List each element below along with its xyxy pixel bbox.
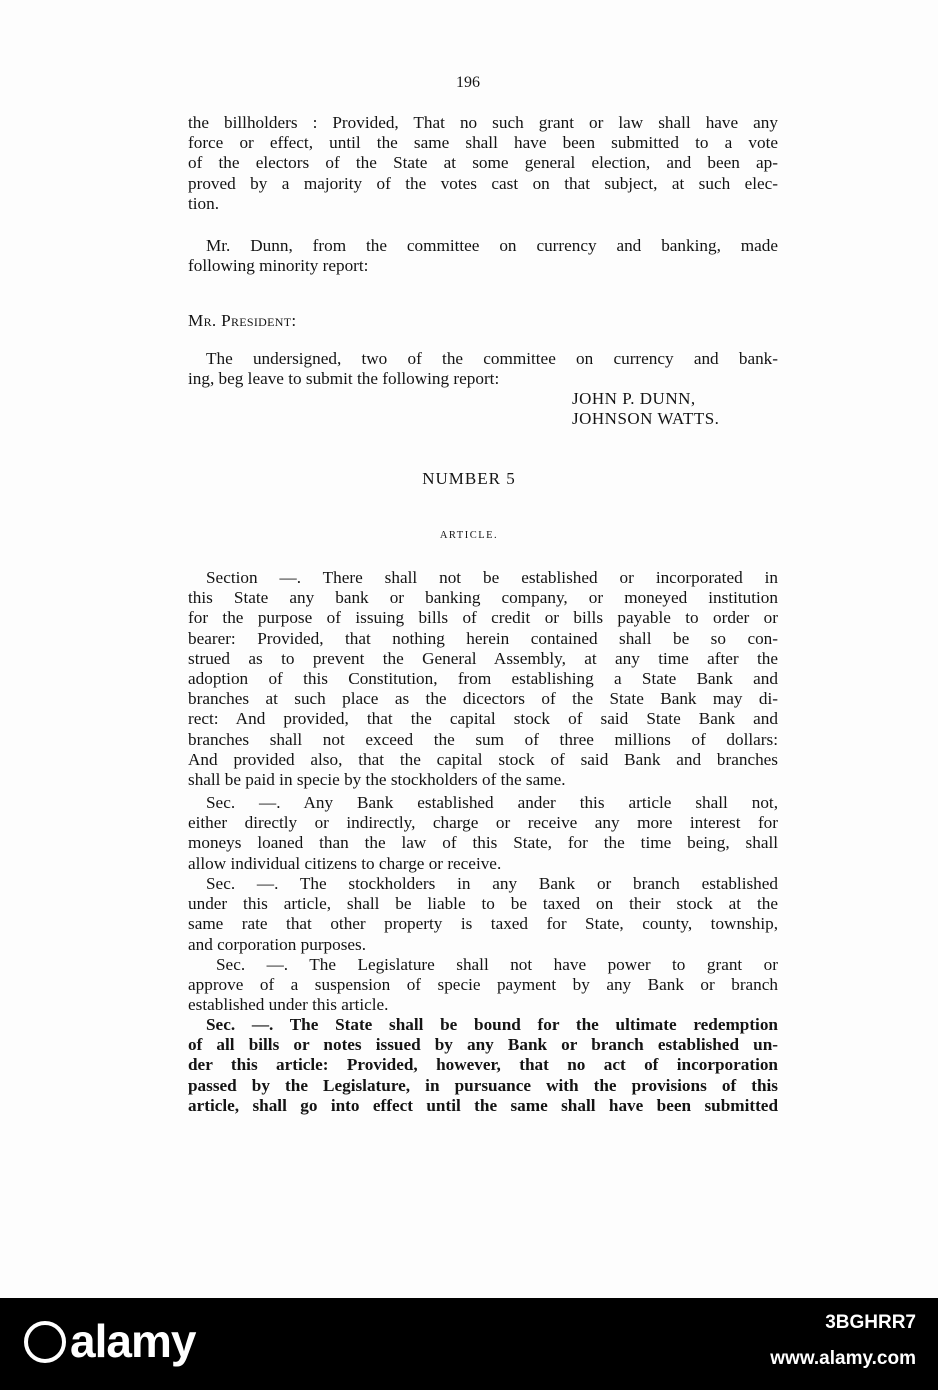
alamy-logo xyxy=(24,1314,195,1368)
text-line: Sec. —. The stockholders in any Bank or branch established xyxy=(206,874,778,893)
text-line: branches shall not exceed the sum of three millions of dollars: xyxy=(188,729,778,749)
text-line: Sec. —. Any Bank established ander this article shall not, xyxy=(206,793,778,812)
text-line: of all bills or notes issued by any Bank or branch established un- xyxy=(188,1035,778,1055)
text-line: branches at such place as the dicectors of the State Bank may di- xyxy=(188,689,778,709)
signatory-dunn: JOHN P. DUNN, xyxy=(572,389,696,408)
text-line: And provided also, that the capital stock of said Bank and branches xyxy=(188,749,778,769)
text-line: for the purpose of issuing bills of credit or bills payable to order or xyxy=(188,608,778,628)
salutation-text: Mr. President: xyxy=(188,311,297,330)
number-heading: NUMBER 5 xyxy=(422,469,516,488)
text-line: rect: And provided, that the capital stock of said State Bank and xyxy=(188,709,778,729)
text-line: ing, beg leave to submit the following report: xyxy=(188,369,500,389)
section-3 xyxy=(188,874,778,955)
text-line: either directly or indirectly, charge or receive any more interest for xyxy=(188,813,778,833)
text-line: approve of a suspension of specie payment by any Bank or branch xyxy=(188,975,778,995)
intro-paragraph xyxy=(188,113,778,214)
text-line: under this article, shall be liable to be taxed on their stock at the xyxy=(188,894,778,914)
text-line: shall be paid in specie by the stockholders of the same. xyxy=(188,769,566,789)
article-heading: ARTICLE. xyxy=(439,530,499,541)
text-line: strued as to prevent the General Assembly, at any time after the xyxy=(188,648,778,668)
site-url: www.alamy.com xyxy=(770,1348,916,1369)
section-5 xyxy=(188,1015,778,1116)
text-line: and corporation purposes. xyxy=(188,934,367,954)
section-4 xyxy=(188,955,778,1016)
text-line: moneys loaned than the law of this State, for the time being, shall xyxy=(188,833,778,853)
text-line: tion. xyxy=(188,193,220,213)
text-line: der this article: Provided, however, that no act of incorporation xyxy=(188,1055,778,1075)
section-2 xyxy=(188,793,778,874)
text-line: the billholders : Provided, That no such grant or law shall have any xyxy=(188,113,778,132)
section-1 xyxy=(188,568,778,790)
text-line: Sec. —. The State shall be bound for the ultimate redemption xyxy=(206,1015,778,1034)
dunn-paragraph xyxy=(188,236,778,276)
text-line: allow individual citizens to charge or receive. xyxy=(188,853,502,873)
text-line: following minority report: xyxy=(188,256,369,276)
image-id: 3BGHRR7 xyxy=(825,1312,916,1333)
text-line: same rate that other property is taxed for State, county, township, xyxy=(188,914,778,934)
text-line: established under this article. xyxy=(188,995,389,1015)
text-line: bearer: Provided, that nothing herein contained shall be so con- xyxy=(188,628,778,648)
text-line: Mr. Dunn, from the committee on currency and banking, made xyxy=(206,236,778,255)
text-line: Section —. There shall not be established or incorporated in xyxy=(206,568,778,587)
logo-text: alamy xyxy=(70,1315,196,1367)
text-line: Sec. —. The Legislature shall not have power to grant or xyxy=(216,955,778,974)
salutation xyxy=(188,311,778,331)
text-line: this State any bank or banking company, or moneyed institution xyxy=(188,588,778,608)
page-number: 196 xyxy=(456,74,480,91)
text-line: passed by the Legislature, in pursuance with the provisions of this xyxy=(188,1075,778,1095)
report-paragraph xyxy=(188,349,778,389)
alamy-logo-icon xyxy=(24,1321,66,1363)
text-line: force or effect, until the same shall have been submitted to a vote xyxy=(188,133,778,153)
signatory-watts: JOHNSON WATTS. xyxy=(572,409,720,428)
text-line: adoption of this Constitution, from establishing a State Bank and xyxy=(188,668,778,688)
text-line: The undersigned, two of the committee on currency and bank- xyxy=(206,349,778,368)
text-line: of the electors of the State at some general election, and been ap- xyxy=(188,153,778,173)
text-line: proved by a majority of the votes cast on that subject, at such elec- xyxy=(188,173,778,193)
signatories xyxy=(572,389,719,429)
text-line: article, shall go into effect until the same shall have been submitted xyxy=(188,1095,778,1115)
